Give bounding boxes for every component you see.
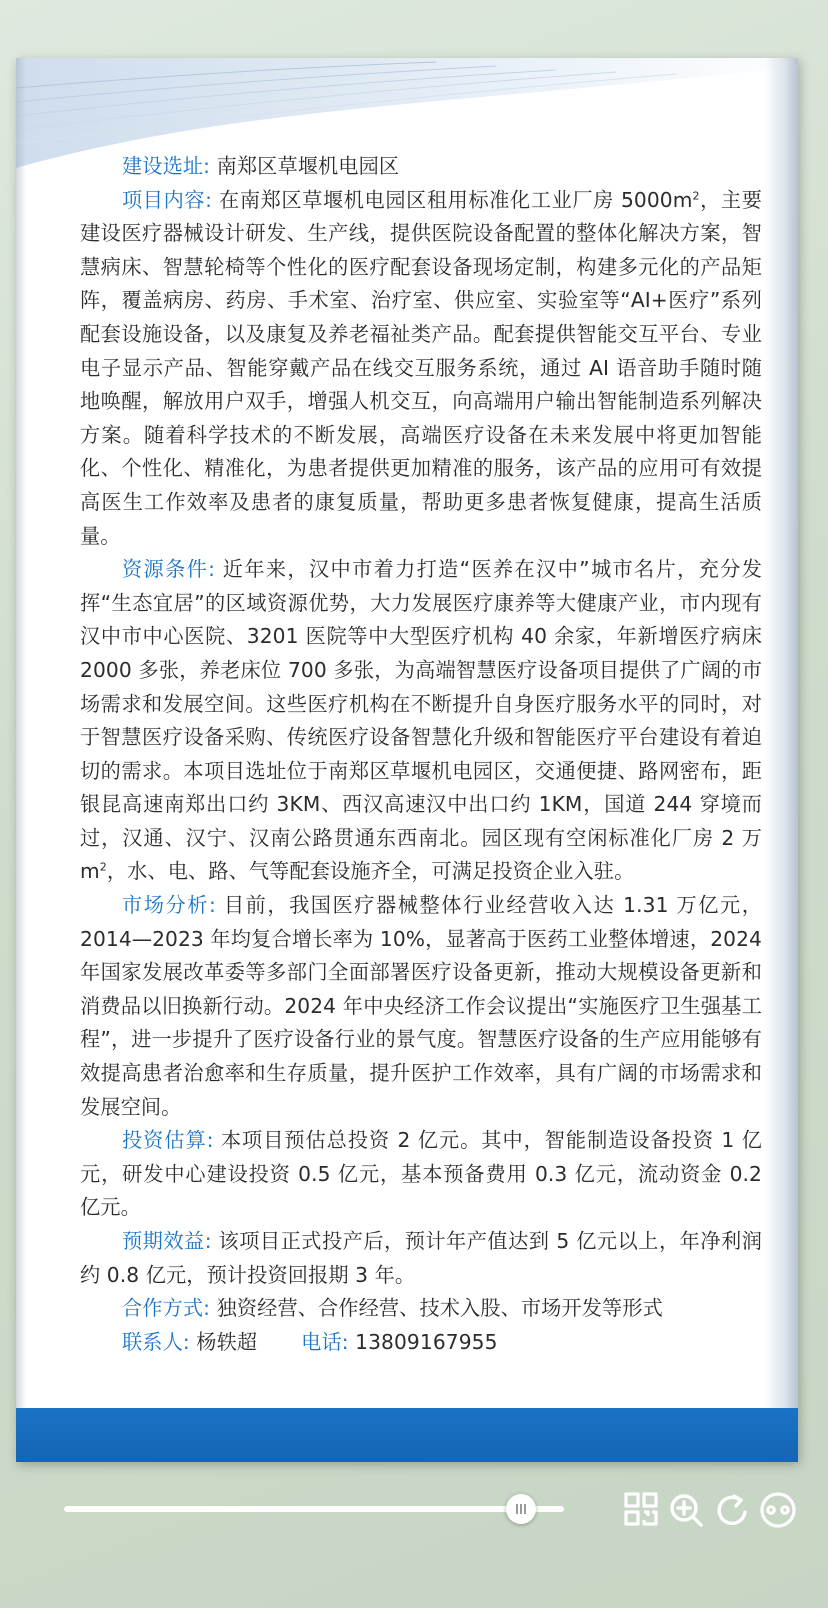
project-details: [80, 150, 762, 1359]
contact-paragraph: [80, 1326, 762, 1360]
cooperation-paragraph: [80, 1292, 762, 1326]
qr-scan-icon[interactable]: [620, 1488, 664, 1532]
contact-name: 杨轶超: [189, 1329, 258, 1354]
zoom-in-icon[interactable]: [664, 1488, 708, 1532]
page-slider-track[interactable]: [64, 1506, 564, 1512]
market-paragraph: [80, 889, 762, 1124]
benefits-text: 该项目正式投产后，预计年产值达到 5 亿元以上，年净利润约 0.8 亿元，预计投资回报期 3 年。: [80, 1229, 762, 1287]
site-label: 建设选址:: [122, 154, 211, 178]
rotate-icon[interactable]: [710, 1488, 754, 1532]
content-paragraph: [80, 184, 762, 554]
footer-blue-band: [16, 1408, 798, 1462]
content-text-pre: 在南郑区草堰机电园区租用标准化工业厂房 5000m: [212, 187, 693, 212]
market-text: 目前，我国医疗器械整体行业经营收入达 1.31 万亿元，2014—2023 年均复合增长率为 10%，显著高于医药工业整体增速，2024 年国家发展改革委等多部门全面部署医疗设备更新，推动大规模设备更新和消费品以旧换新行动。2024 年中央经济工作会议提出“实施医疗卫生强基工程”，进一步提升了医疗设备行业的景气度。智慧医疗设备的生产应用能够有效提高患者治愈率和生存质量，提升医护工作效率，具有广阔的市场需求和发展空间。: [80, 893, 762, 1119]
resources-label: 资源条件:: [122, 557, 216, 582]
content-text-post: ，主要建设医疗器械设计研发、生产线，提供医院设备配置的整体化解决方案，智慧病床、智慧轮椅等个性化的医疗配套设备现场定制，构建多元化的产品矩阵，覆盖病房、药房、手术室、治疗室、供应室、实验室等“AI+医疗”系列配套设施设备，以及康复及养老福祉类产品。配套提供智能交互平台、专业电子显示产品、智能穿戴产品在线交互服务系统，通过 AI 语音助手随时随地唤醒，解放用户双手，增强人机交互，向高端用户输出智能制造系列解决方案。随着科学技术的不断发展，高端医疗设备在未来发展中将更加智能化、个性化、精准化，为患者提供更加精准的服务，该产品的应用可有效提高医生工作效率及患者的康复质量，帮助更多患者恢复健康，提高生活质量。: [80, 187, 762, 548]
more-icon[interactable]: [756, 1488, 800, 1532]
investment-paragraph: [80, 1124, 762, 1225]
cooperation-text: 独资经营、合作经营、技术入股、市场开发等形式: [210, 1296, 663, 1321]
benefits-label: 预期效益:: [122, 1229, 212, 1253]
content-sup: 2: [692, 188, 700, 202]
site-text: 南郑区草堰机电园区: [210, 154, 400, 178]
document-page: [16, 58, 798, 1462]
benefits-paragraph: [80, 1225, 762, 1292]
contact-label: 联系人:: [122, 1329, 190, 1354]
content-label: 项目内容:: [122, 187, 213, 212]
investment-label: 投资估算:: [122, 1128, 214, 1153]
phone-number: 13809167955: [348, 1329, 498, 1354]
page-slider-thumb[interactable]: [506, 1494, 536, 1524]
resources-paragraph: [80, 553, 762, 889]
page-spine-shadow: [764, 58, 798, 1462]
cooperation-label: 合作方式:: [122, 1296, 211, 1321]
phone-label: 电话:: [301, 1329, 349, 1354]
resources-text-post: ，水、电、路、气等配套设施齐全，可满足投资企业入驻。: [106, 859, 635, 884]
resources-sup: 2: [99, 860, 107, 874]
viewer-toolbar: [620, 1488, 804, 1532]
market-label: 市场分析:: [122, 893, 216, 918]
page-edge-shadow: [16, 58, 26, 1462]
site-paragraph: [80, 150, 762, 184]
investment-text: 本项目预估总投资 2 亿元。其中，智能制造设备投资 1 亿元，研发中心建设投资 0.5 亿元，基本预备费用 0.3 亿元，流动资金 0.2 亿元。: [80, 1128, 762, 1220]
resources-text-pre: 近年来，汉中市着力打造“医养在汉中”城市名片，充分发挥“生态宜居”的区域资源优势，大力发展医疗康养等大健康产业，市内现有汉中市中心医院、3201 医院等中大型医疗机构 40 余家，年新增医疗病床 2000 多张，养老床位 700 多张，为高端智慧医疗设备项目提供了广阔的市场需求和发展空间。这些医疗机构在不断提升自身医疗服务水平的同时，对于智慧医疗设备采购、传统医疗设备智慧化升级和智能医疗平台建设有着迫切的需求。本项目选址位于南郑区草堰机电园区，交通便捷、路网密布，距银昆高速南郑出口约 3KM、西汉高速汉中出口约 1KM，国道 244 穿境而过，汉通、汉宁、汉南公路贯通东西南北。园区现有空闲标准化厂房 2 万 m: [80, 557, 762, 884]
